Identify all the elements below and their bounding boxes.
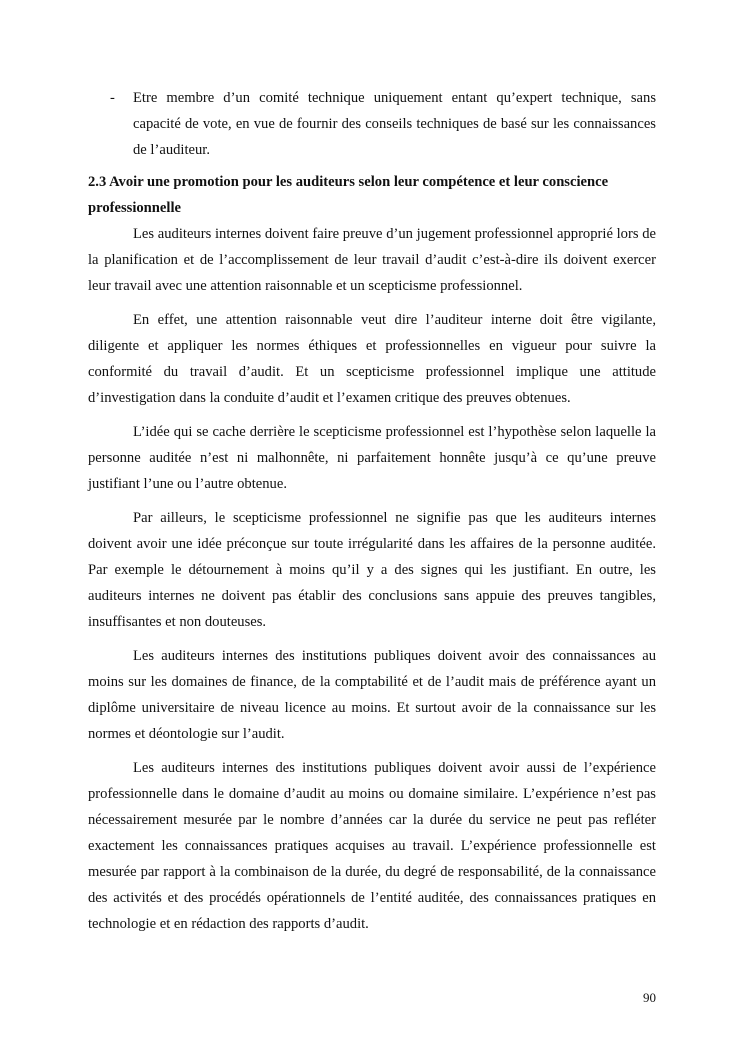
bullet-text: Etre membre d’un comité technique uniquement entant qu’expert technique, sans capacité de vote, en vue de fournir des conseils techniques de basé sur les connaissances de l’auditeur.: [133, 90, 656, 158]
paragraph-3: L’idée qui se cache derrière le scepticisme professionnel est l’hypothèse selon laquelle la personne auditée n’est ni malhonnête, ni parfaitement honnête jusqu’à ce qu’une preuve justifiant l’une ou l’autre obtenue.: [88, 424, 656, 492]
paragraph-2: En effet, une attention raisonnable veut dire l’auditeur interne doit être vigilante, diligente et appliquer les normes éthiques et professionnelles en vigueur pour suivre la conformité du travail d’audit. Et un scepticisme professionnel implique une attitude d’investigation dans la conduite d’audit et l’examen critique des preuves obtenues.: [88, 312, 656, 406]
bullet-item: [88, 85, 656, 163]
paragraph-5: Les auditeurs internes des institutions publiques doivent avoir des connaissances au moins sur les domaines de finance, de la comptabilité et de l’audit mais de préférence ayant un diplôme universitaire de niveau licence au moins. Et surtout avoir de la connaissance sur les normes et déontologie sur l’audit.: [88, 648, 656, 742]
paragraph-1: Les auditeurs internes doivent faire preuve d’un jugement professionnel approprié lors de la planification et de l’accomplissement de leur travail d’audit c’est-à-dire ils doivent exercer leur travail avec une attention raisonnable et un scepticisme professionnel.: [88, 226, 656, 294]
page-number: 90: [643, 990, 656, 1005]
page-content: [88, 85, 656, 945]
section-heading: 2.3 Avoir une promotion pour les auditeurs selon leur compétence et leur conscience professionnelle: [88, 174, 609, 216]
bullet-marker: -: [110, 90, 115, 106]
paragraph-4: Par ailleurs, le scepticisme professionnel ne signifie pas que les auditeurs internes doivent avoir une idée préconçue sur toute irrégularité dans les affaires de la personne auditée. Par exemple le détournement à moins qu’il y a des signes qui les justifiant. En outre, les auditeurs internes ne doivent pas établir des conclusions sans appuie des preuves tangibles, insuffisantes et non douteuses.: [88, 510, 656, 630]
paragraph-6: Les auditeurs internes des institutions publiques doivent avoir aussi de l’expérience professionnelle dans le domaine d’audit au moins ou domaine similaire. L’expérience n’est pas nécessairement mesurée par le nombre d’années car la durée du service ne peut pas refléter exactement les connaissances pratiques acquises au travail. L’expérience professionnelle est mesurée par rapport à la combinaison de la durée, du degré de responsabilité, de la connaissance des activités et des procédés opérationnels de l’entité auditée, des connaissances pratiques en technologie et en rédaction des rapports d’audit.: [88, 760, 656, 932]
